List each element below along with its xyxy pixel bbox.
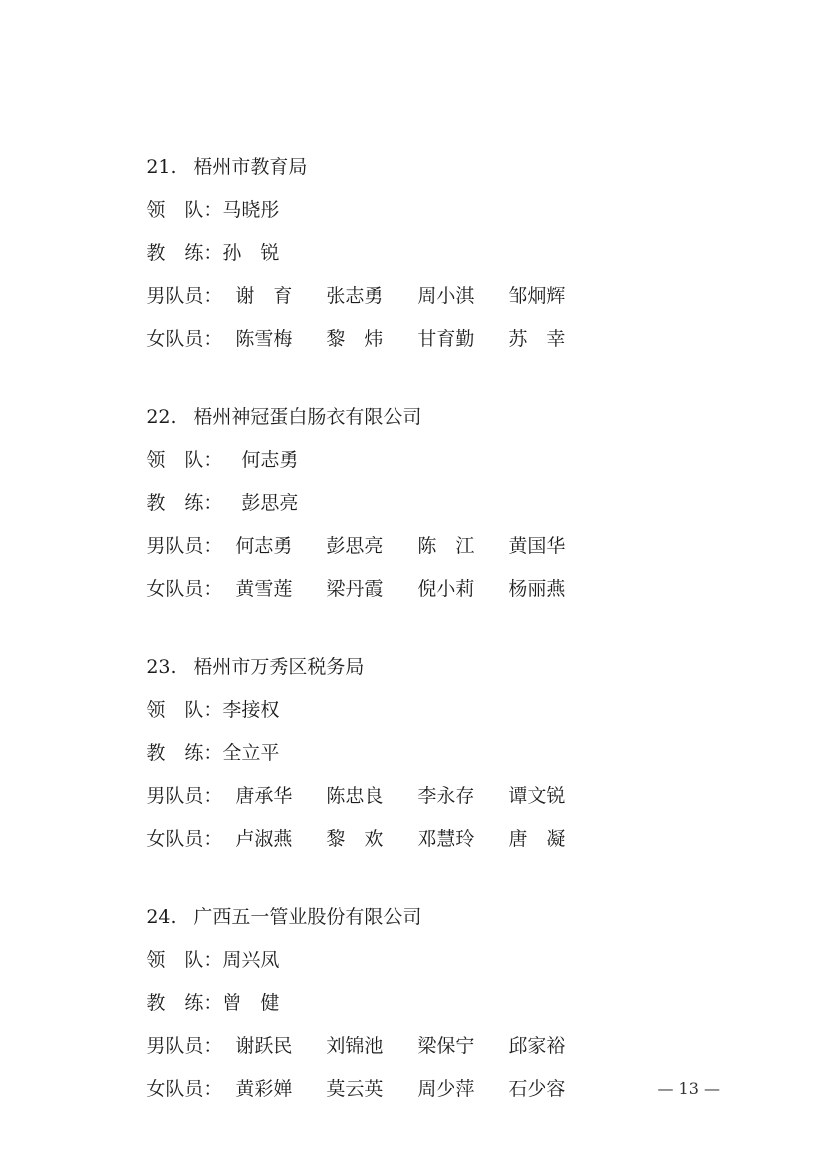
member-name: 莫云英 (326, 1078, 384, 1100)
team-entry-21 (98, 103, 566, 350)
female-members-label: 女队员： (146, 328, 223, 350)
female-members-list (235, 568, 565, 611)
team-entry-22 (98, 353, 566, 600)
coach-name: 孙 锐 (222, 242, 280, 264)
member-name: 何志勇 (235, 535, 293, 557)
member-name: 卢淑燕 (235, 828, 293, 850)
team-name: 梧州市教育局 (193, 156, 308, 178)
male-members-list (235, 1025, 565, 1068)
male-members-label: 男队员： (146, 1035, 223, 1057)
leader-name: 李接权 (222, 699, 280, 721)
team-heading (98, 103, 565, 178)
member-name: 梁丹霞 (326, 578, 384, 600)
coach-label: 教 练： (146, 492, 223, 514)
coach-label: 教 练： (146, 742, 223, 764)
team-name: 梧州市万秀区税务局 (193, 656, 365, 678)
leader-name: 马晓彤 (222, 199, 280, 221)
member-name: 谢跃民 (235, 1035, 293, 1057)
male-members-label: 男队员： (146, 785, 223, 807)
male-members-label: 男队员： (146, 535, 223, 557)
male-members-list (235, 775, 565, 818)
member-name: 谢 育 (235, 285, 293, 307)
member-name: 邹炯辉 (508, 285, 566, 307)
member-name: 唐 凝 (508, 828, 566, 850)
female-members-label: 女队员： (146, 828, 223, 850)
male-members-label: 男队员： (146, 285, 223, 307)
male-members-list (235, 275, 565, 318)
leader-label: 领 队： (146, 199, 223, 221)
coach-name: 彭思亮 (222, 492, 299, 514)
leader-name: 周兴凤 (222, 949, 280, 971)
female-members-label: 女队员： (146, 578, 223, 600)
team-number: 22. (146, 406, 177, 428)
female-members-list (235, 818, 565, 861)
member-name: 倪小莉 (417, 578, 475, 600)
member-name: 黄彩婵 (235, 1078, 293, 1100)
coach-name: 全立平 (222, 742, 280, 764)
team-number: 24. (146, 906, 177, 928)
team-entry-23 (98, 603, 566, 850)
member-name: 彭思亮 (326, 535, 384, 557)
member-name: 石少容 (508, 1078, 566, 1100)
member-name: 周少萍 (417, 1078, 475, 1100)
leader-label: 领 队： (146, 449, 223, 471)
team-name: 梧州神冠蛋白肠衣有限公司 (193, 406, 422, 428)
leader-label: 领 队： (146, 949, 223, 971)
member-name: 陈雪梅 (235, 328, 293, 350)
member-name: 黎 欢 (326, 828, 384, 850)
team-entry-24 (98, 853, 566, 1100)
member-name: 周小淇 (417, 285, 475, 307)
member-name: 谭文锐 (508, 785, 566, 807)
female-members-list (235, 1068, 565, 1111)
member-name: 黄国华 (508, 535, 566, 557)
coach-label: 教 练： (146, 992, 223, 1014)
member-name: 李永存 (417, 785, 475, 807)
member-name: 甘育勤 (417, 328, 475, 350)
member-name: 陈忠良 (326, 785, 384, 807)
member-name: 唐承华 (235, 785, 293, 807)
female-members-list (235, 318, 565, 361)
member-name: 苏 幸 (508, 328, 566, 350)
female-members-label: 女队员： (146, 1078, 223, 1100)
team-number: 21. (146, 156, 177, 178)
member-name: 陈 江 (417, 535, 475, 557)
team-number: 23. (146, 656, 177, 678)
member-name: 黄雪莲 (235, 578, 293, 600)
member-name: 邱家裕 (508, 1035, 566, 1057)
document-content (98, 103, 565, 1103)
coach-label: 教 练： (146, 242, 223, 264)
member-name: 张志勇 (326, 285, 384, 307)
team-name: 广西五一管业股份有限公司 (193, 906, 422, 928)
leader-name: 何志勇 (222, 449, 299, 471)
member-name: 杨丽燕 (508, 578, 566, 600)
leader-label: 领 队： (146, 699, 223, 721)
male-members-list (235, 525, 565, 568)
member-name: 梁保宁 (417, 1035, 475, 1057)
coach-name: 曾 健 (222, 992, 280, 1014)
page-number: — 13 — (657, 1079, 720, 1098)
member-name: 邓慧玲 (417, 828, 475, 850)
member-name: 黎 炜 (326, 328, 384, 350)
member-name: 刘锦池 (326, 1035, 384, 1057)
